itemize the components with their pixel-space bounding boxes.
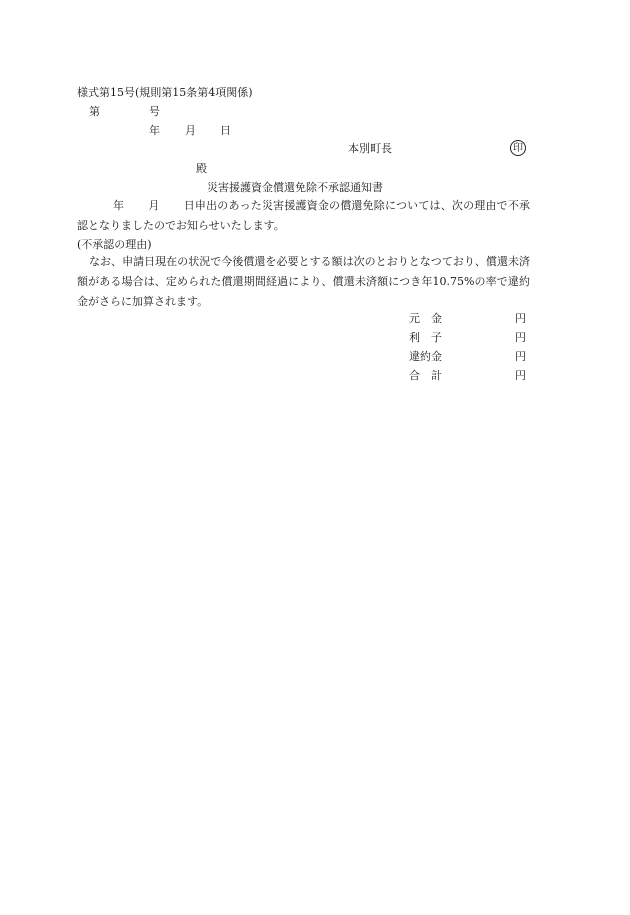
issuer-name: 本別町長 bbox=[348, 142, 392, 155]
amount-label-penalty: 違約金 bbox=[409, 350, 442, 363]
amount-label-interest: 利 子 bbox=[409, 331, 442, 344]
number-prefix: 第 bbox=[89, 105, 100, 118]
intro-text: 日申出のあった災害援護資金の償還免除については、次の理由で不承認となりましたのでお知らせいたします。 bbox=[77, 199, 530, 232]
intro-month: 月 bbox=[148, 199, 160, 212]
addressee-suffix: 殿 bbox=[196, 162, 207, 175]
reason-heading: (不承認の理由) bbox=[77, 238, 152, 251]
number-suffix: 号 bbox=[149, 105, 160, 118]
date-year: 年 bbox=[149, 124, 160, 137]
amount-label-principal: 元 金 bbox=[409, 312, 442, 325]
intro-paragraph bbox=[77, 196, 530, 236]
note-paragraph: なお、申請日現在の状況で今後償還を必要とする額は次のとおりとなつており、償還未済額がある場合は、定められた償還期間経過により、償還未済額につき年10.75%の率で違約金がさらに加算されます。 bbox=[77, 255, 530, 308]
amount-unit: 円 bbox=[515, 312, 526, 325]
date-day: 日 bbox=[220, 124, 231, 137]
form-title: 様式第15号(規則第15条第4項関係) bbox=[77, 86, 253, 99]
document-title: 災害援護資金償還免除不承認通知書 bbox=[207, 181, 383, 194]
intro-year: 年 bbox=[113, 199, 125, 212]
amount-unit: 円 bbox=[515, 331, 526, 344]
date-month: 月 bbox=[185, 124, 196, 137]
amount-label-total: 合 計 bbox=[409, 369, 442, 382]
amount-unit: 円 bbox=[515, 369, 526, 382]
seal-mark: 印 bbox=[510, 140, 526, 156]
amount-unit: 円 bbox=[515, 350, 526, 363]
